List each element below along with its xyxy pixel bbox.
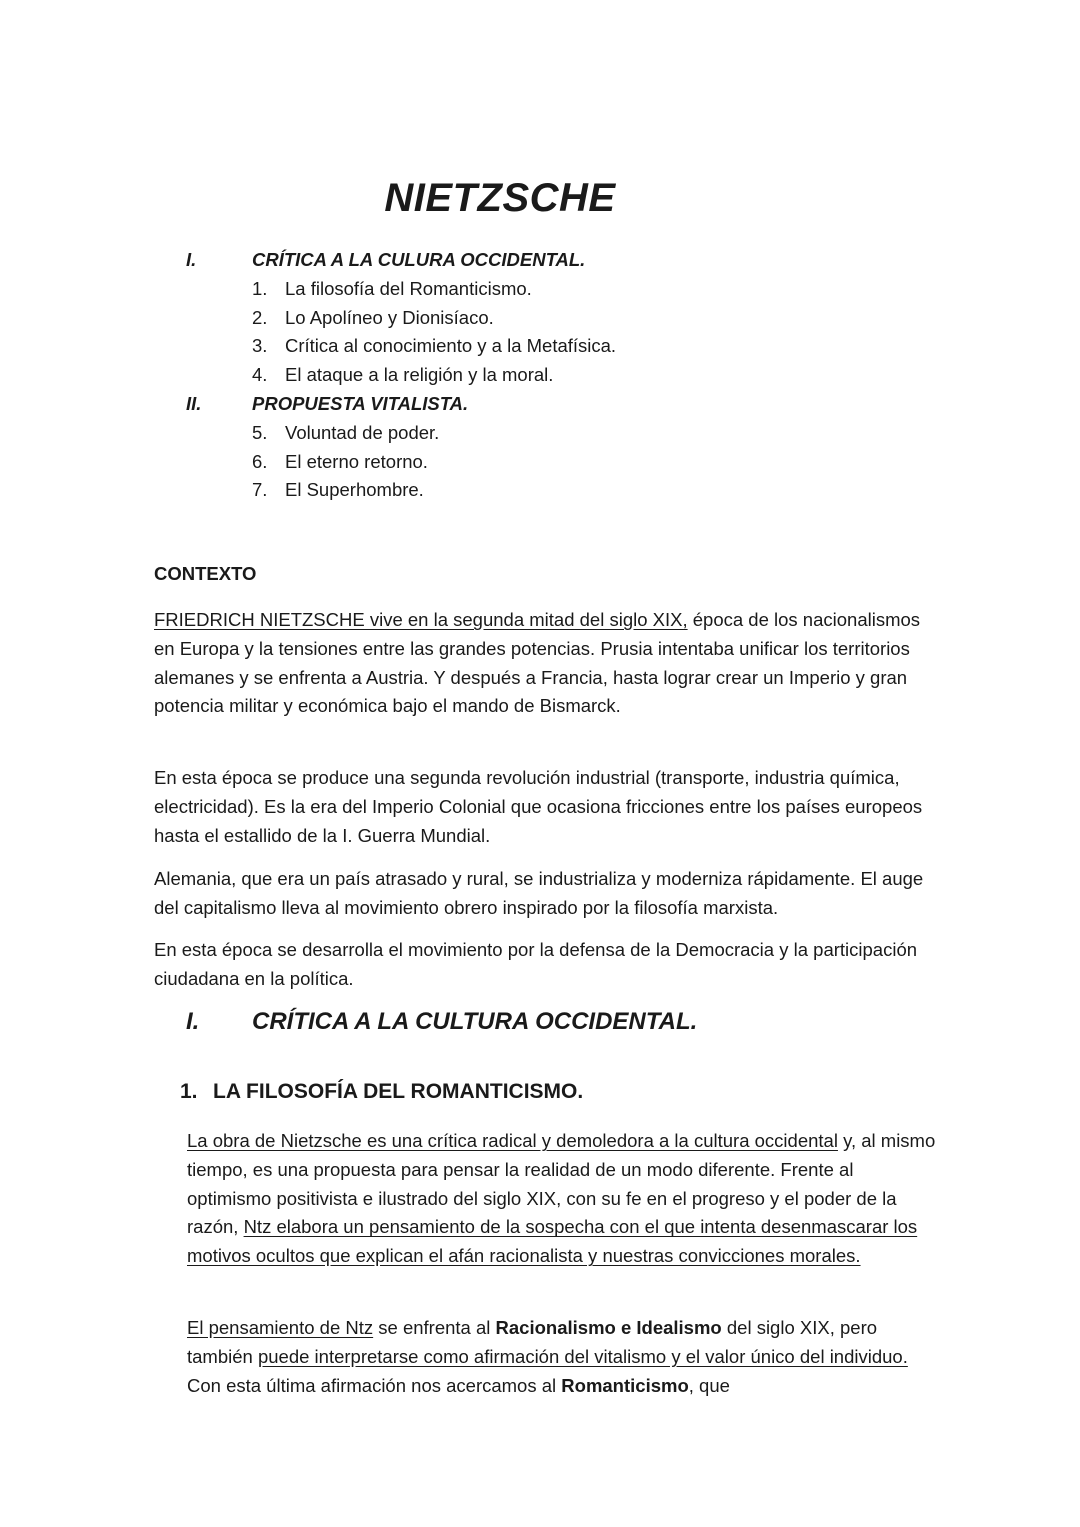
underlined-phrase: FRIEDRICH NIETZSCHE vive en la segunda mitad del siglo XIX,: [154, 609, 688, 630]
toc-item-text: Crítica al conocimiento y a la Metafísica.: [285, 335, 617, 357]
underlined-phrase: puede interpretarse como afirmación del vitalismo y el valor único del individuo.: [257, 1345, 908, 1367]
contexto-paragraph-2: En esta época se produce una segunda revolución industrial (transporte, industria química, electricidad). Es la era del Imperio Colonial que ocasiona fricciones entre los países europeos hasta el estallido de la I. Guerra Mundial.: [154, 767, 923, 846]
subsection-number: 1.: [180, 1080, 198, 1103]
paragraph-text: del siglo XIX, pero también: [187, 1317, 878, 1367]
section-paragraph-2: [187, 1314, 937, 1400]
page-title: NIETZSCHE: [384, 176, 616, 220]
toc-item-text: Voluntad de poder.: [285, 421, 440, 443]
toc-item-number: 7.: [252, 479, 268, 501]
toc-item: [0, 275, 1080, 304]
toc-item: [0, 419, 1080, 448]
section-paragraph-1: [187, 1127, 937, 1271]
paragraph-text: y, al mismo tiempo, es una propuesta para pensar la realidad de un modo diferente. Frente al optimismo positivista e ilustrado del siglo XIX, con su fe en el progreso y el poder de la razón,: [187, 1130, 936, 1238]
toc-item: [0, 448, 1080, 477]
toc-item: [0, 476, 1080, 505]
toc-item-text: Lo Apolíneo y Dionisíaco.: [285, 306, 494, 328]
toc-item-text: El eterno retorno.: [285, 450, 428, 472]
bold-term: Romanticismo: [561, 1374, 689, 1396]
contexto-paragraph-3: Alemania, que era un país atrasado y rural, se industrializa y moderniza rápidamente. El auge del capitalismo lleva al movimiento obrero inspirado por la filosofía marxista.: [154, 868, 924, 918]
underlined-phrase: La obra de Nietzsche es una crítica radical y demoledora a la cultura occidental: [187, 1130, 838, 1151]
underlined-phrase: Ntz elabora un pensamiento de la sospecha con el que intenta desenmascarar los motivos ocultos que explican el afán racionalista y nuestras convicciones morales.: [187, 1216, 918, 1267]
contexto-paragraph-4: En esta época se desarrolla el movimiento por la defensa de la Democracia y la participación ciudadana en la política.: [154, 939, 918, 989]
contexto-paragraph-1: [154, 606, 934, 721]
toc-section: [0, 390, 1080, 419]
bold-term: Racionalismo e Idealismo: [495, 1317, 722, 1338]
paragraph-text: época de los nacionalismos en Europa y la tensiones entre las grandes potencias. Prusia intentaba unificar los territorios alemanes y se enfrenta a Austria. Y después a Francia, hasta lograr crear un Imperio y gran potencia militar y económica bajo el mando de Bismarck.: [154, 609, 921, 717]
paragraph-text: Con esta última afirmación nos acercamos al: [187, 1374, 562, 1396]
toc-item-number: 4.: [252, 364, 268, 386]
toc-item-text: El ataque a la religión y la moral.: [285, 364, 554, 386]
toc-section-number: II.: [186, 392, 202, 414]
toc-section: [0, 246, 1080, 275]
toc-item-text: La filosofía del Romanticismo.: [285, 277, 532, 299]
toc-item: [0, 304, 1080, 333]
toc-item-number: 3.: [252, 335, 268, 357]
section-number: I.: [186, 1008, 200, 1035]
section-heading: CRÍTICA A LA CULTURA OCCIDENTAL.: [252, 1008, 698, 1035]
toc-item: [0, 361, 1080, 390]
table-of-contents: [0, 246, 1080, 505]
subsection-heading: [180, 1080, 583, 1104]
toc-section-number: I.: [186, 249, 197, 270]
underlined-phrase: El pensamiento de Ntz: [187, 1317, 374, 1338]
contexto-heading: CONTEXTO: [154, 563, 257, 584]
paragraph-text: se enfrenta al: [373, 1317, 496, 1338]
toc-item-number: 1.: [252, 277, 268, 299]
toc-section-heading: PROPUESTA VITALISTA.: [252, 392, 469, 414]
paragraph-text: , que: [688, 1374, 730, 1396]
toc-item-text: El Superhombre.: [285, 479, 424, 501]
toc-item: [0, 332, 1080, 361]
toc-item-number: 6.: [252, 450, 268, 472]
toc-item-number: 2.: [252, 306, 268, 328]
subsection-title: LA FILOSOFÍA DEL ROMANTICISMO.: [213, 1080, 584, 1103]
toc-section-heading: CRÍTICA A LA CULURA OCCIDENTAL.: [252, 249, 586, 270]
toc-item-number: 5.: [252, 421, 268, 443]
